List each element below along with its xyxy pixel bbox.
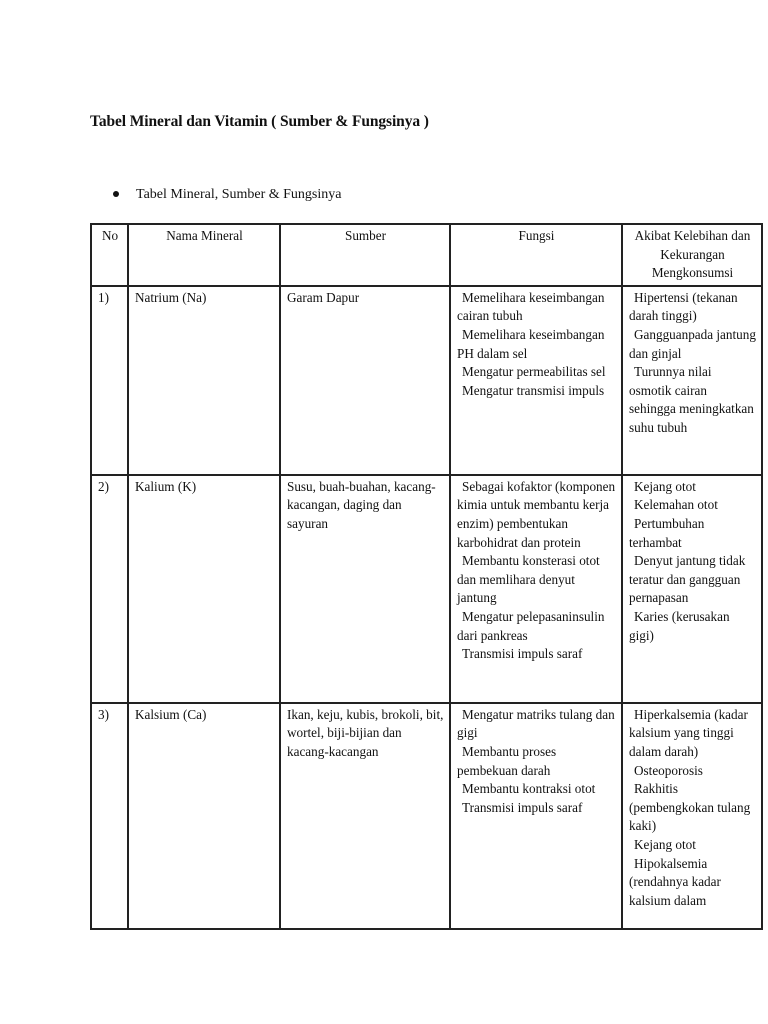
list-item-text: Pertumbuhan terhambat <box>629 515 705 550</box>
cell-akibat <box>622 286 762 475</box>
list-item-text: Rakhitis (pembengkokan tulang kaki) <box>629 781 751 834</box>
list-item-text: Mengatur transmisi impuls <box>462 382 605 398</box>
list-item <box>629 608 756 645</box>
list-item-text: Kejang otot <box>634 478 696 494</box>
list-item <box>457 645 616 664</box>
list-item-text: Hipertensi (tekanan darah tinggi) <box>629 289 738 324</box>
fungsi-list <box>457 478 616 664</box>
table-row <box>91 475 762 703</box>
list-item-text: Membantu konsterasi otot dan memlihara denyut jantung <box>457 553 600 606</box>
mineral-table <box>90 223 763 930</box>
list-item <box>629 496 756 515</box>
cell-fungsi <box>450 286 622 475</box>
cell-no: 2) <box>91 475 128 703</box>
header-no: No <box>91 224 128 286</box>
list-item-text: Membantu kontraksi otot <box>462 781 596 797</box>
table-header-row <box>91 224 762 286</box>
list-item-text: Osteoporosis <box>634 762 703 778</box>
list-item <box>629 762 756 781</box>
cell-fungsi <box>450 475 622 703</box>
cell-nama-mineral: Kalium (K) <box>128 475 280 703</box>
list-item-text: Gangguanpada jantung dan ginjal <box>629 326 756 361</box>
list-item <box>629 780 756 836</box>
header-akibat: Akibat Kelebihan dan Kekurangan Mengkonsumsi <box>622 224 762 286</box>
list-item-text: Mengatur matriks tulang dan gigi <box>457 706 615 741</box>
list-item-text: Mengatur pelepasaninsulin dari pankreas <box>457 608 605 643</box>
list-item-text: Kejang otot <box>634 836 696 852</box>
akibat-list <box>629 289 756 438</box>
list-item <box>457 382 616 401</box>
list-item-text: Memelihara keseimbangan PH dalam sel <box>457 326 605 361</box>
list-item <box>457 289 616 326</box>
list-item-text: Transmisi impuls saraf <box>462 646 583 662</box>
list-item <box>457 780 616 799</box>
cell-nama-mineral: Natrium (Na) <box>128 286 280 475</box>
akibat-list <box>629 478 756 645</box>
list-item <box>629 363 756 437</box>
list-item-text: Membantu proses pembekuan darah <box>457 743 557 778</box>
page-title: Tabel Mineral dan Vitamin ( Sumber & Fungsinya ) <box>90 113 429 130</box>
list-item-text: Karies (kerusakan gigi) <box>629 608 730 643</box>
fungsi-list <box>457 289 616 401</box>
cell-no: 1) <box>91 286 128 475</box>
header-nama-mineral: Nama Mineral <box>128 224 280 286</box>
list-item-text: Memelihara keseimbangan cairan tubuh <box>457 289 605 324</box>
list-item-text: Hipokalsemia (rendahnya kadar kalsium dalam <box>629 855 721 908</box>
list-item-text: Hiperkalsemia (kadar kalsium yang tinggi dalam darah) <box>629 706 748 759</box>
table-row <box>91 703 762 929</box>
list-item <box>457 706 616 743</box>
table-row <box>91 286 762 475</box>
list-item <box>457 363 616 382</box>
fungsi-list <box>457 706 616 818</box>
list-item <box>629 855 756 911</box>
list-item <box>457 552 616 608</box>
cell-sumber: Susu, buah-buahan, kacang-kacangan, daging dan sayuran <box>280 475 450 703</box>
cell-sumber: Ikan, keju, kubis, brokoli, bit, wortel, biji-bijian dan kacang-kacangan <box>280 703 450 929</box>
list-item-text: Kelemahan otot <box>634 497 718 513</box>
list-item <box>629 552 756 608</box>
list-item-text: Sebagai kofaktor (komponen kimia untuk membantu kerja enzim) pembentukan karbohidrat dan protein <box>457 478 616 550</box>
list-item <box>629 289 756 326</box>
list-item-text: Turunnya nilai osmotik cairan sehingga meningkatkan suhu tubuh <box>629 364 754 435</box>
list-item <box>457 608 616 645</box>
list-item-text: Denyut jantung tidak teratur dan gangguan pernapasan <box>629 553 746 606</box>
cell-fungsi <box>450 703 622 929</box>
akibat-list <box>629 706 756 911</box>
list-item <box>457 478 616 552</box>
header-fungsi: Fungsi <box>450 224 622 286</box>
list-item <box>457 743 616 780</box>
list-item <box>629 836 756 855</box>
header-sumber: Sumber <box>280 224 450 286</box>
list-item-text: Mengatur permeabilitas sel <box>462 364 606 380</box>
list-item <box>629 515 756 552</box>
list-item <box>457 326 616 363</box>
list-item-text: Transmisi impuls saraf <box>462 799 583 815</box>
cell-akibat <box>622 703 762 929</box>
list-item <box>629 326 756 363</box>
list-item <box>629 478 756 497</box>
list-item <box>457 799 616 818</box>
cell-nama-mineral: Kalsium (Ca) <box>128 703 280 929</box>
bullet-icon <box>113 191 119 197</box>
list-item <box>629 706 756 762</box>
cell-sumber: Garam Dapur <box>280 286 450 475</box>
table-caption: Tabel Mineral, Sumber & Fungsinya <box>136 187 342 202</box>
cell-akibat <box>622 475 762 703</box>
cell-no: 3) <box>91 703 128 929</box>
